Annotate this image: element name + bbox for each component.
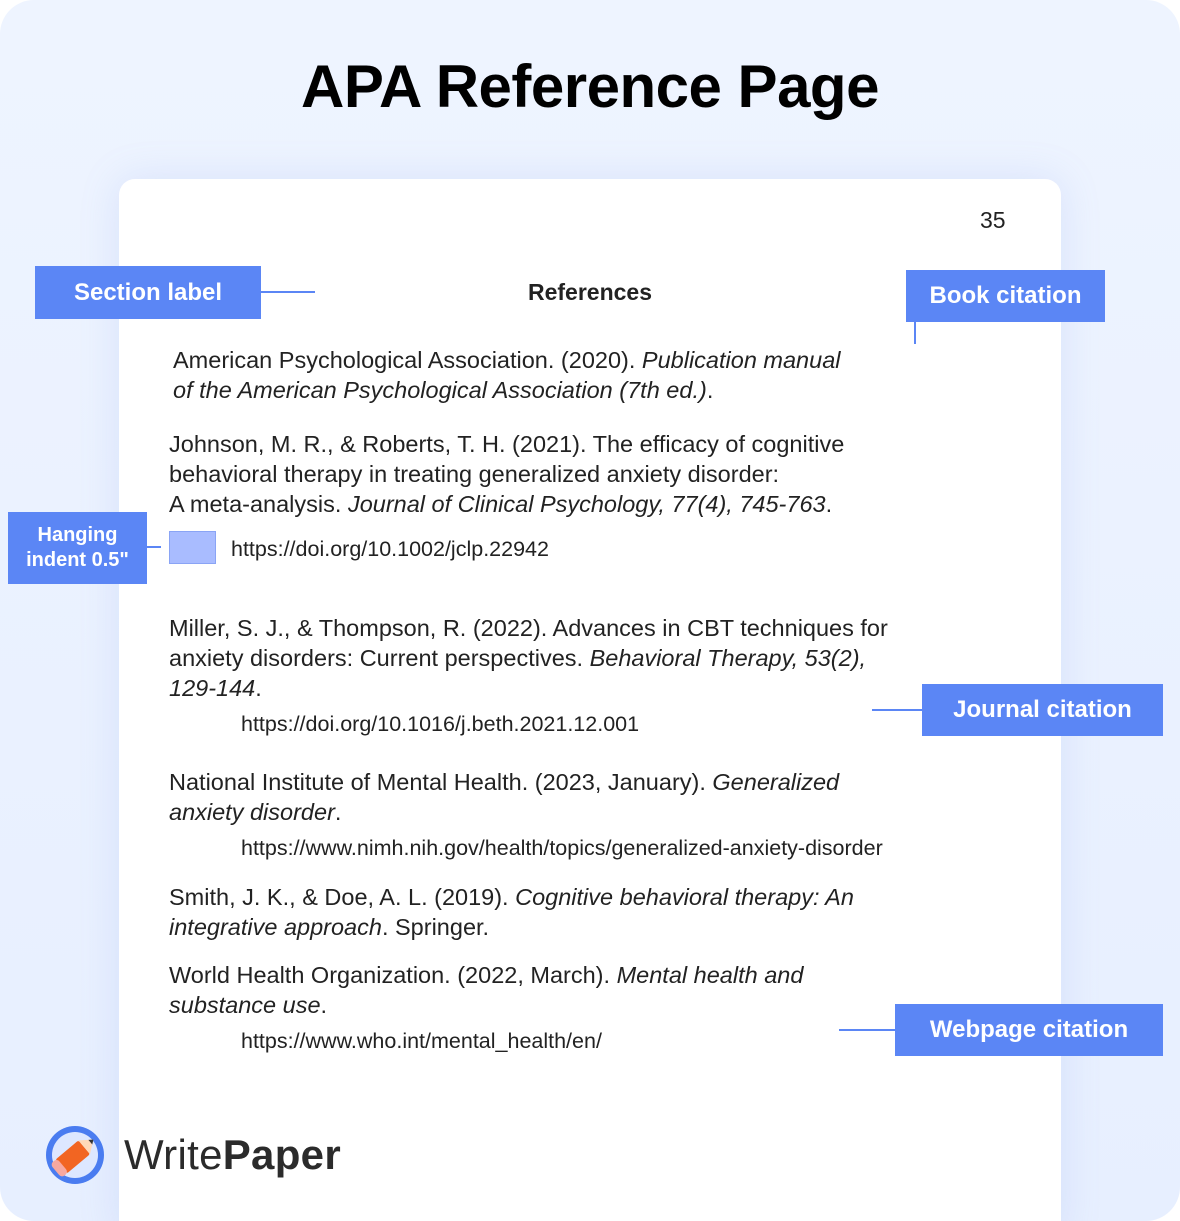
references-heading: References [527, 279, 653, 305]
reference-entry-5 [169, 882, 854, 942]
book-citation-callout: Book citation [906, 270, 1105, 322]
reference-doi-link[interactable]: https://doi.org/10.1002/jclp.22942 [231, 537, 549, 561]
reference-line: of the American Psychological Association (7th ed.). [173, 377, 714, 403]
reference-line: A meta-analysis. Journal of Clinical Psychology, 77(4), 745-763. [169, 491, 833, 517]
section-label-callout: Section label [35, 266, 261, 319]
reference-line: integrative approach. Springer. [169, 914, 490, 940]
reference-line: substance use. [169, 992, 328, 1018]
webpage-citation-callout: Webpage citation [895, 1004, 1163, 1056]
reference-line: anxiety disorder. [169, 799, 342, 825]
section-label-connector [261, 291, 315, 293]
reference-line: behavioral therapy in treating generalized anxiety disorder: [169, 461, 780, 487]
reference-line: National Institute of Mental Health. (2023, January). Generalized [169, 769, 840, 795]
reference-line: Miller, S. J., & Thompson, R. (2022). Advances in CBT techniques for [169, 615, 888, 641]
hanging-indent-label-line2: indent 0.5" [26, 549, 129, 571]
reference-entry-6 [169, 960, 803, 1020]
reference-line: Johnson, M. R., & Roberts, T. H. (2021). The efficacy of cognitive [169, 431, 845, 457]
reference-entry-2 [169, 429, 844, 519]
webpage-citation-connector [839, 1029, 895, 1031]
journal-citation-connector [872, 709, 922, 711]
page-title: APA Reference Page [301, 53, 879, 120]
reference-entry-3 [169, 613, 888, 703]
book-citation-connector [914, 322, 916, 344]
reference-line: 129-144. [169, 675, 262, 701]
reference-line: Smith, J. K., & Doe, A. L. (2019). Cognitive behavioral therapy: An [169, 884, 854, 910]
page-number: 35 [980, 207, 1006, 233]
hanging-indent-marker [169, 531, 216, 564]
reference-entry-4 [169, 767, 839, 827]
reference-line: World Health Organization. (2022, March). Mental health and [169, 962, 804, 988]
hanging-indent-callout [8, 512, 147, 584]
reference-doi-link[interactable]: https://doi.org/10.1016/j.beth.2021.12.001 [241, 712, 640, 736]
writepaper-logo-text: WritePaper [124, 1131, 341, 1178]
journal-citation-callout: Journal citation [922, 684, 1163, 736]
reference-entry-1 [173, 345, 841, 405]
writepaper-logo-icon [44, 1124, 106, 1186]
reference-line: American Psychological Association. (2020). Publication manual [173, 347, 841, 373]
reference-url-link[interactable]: https://www.who.int/mental_health/en/ [241, 1029, 602, 1053]
reference-url-link[interactable]: https://www.nimh.nih.gov/health/topics/generalized-anxiety-disorder [241, 836, 883, 860]
reference-line: anxiety disorders: Current perspectives. Behavioral Therapy, 53(2), [169, 645, 867, 671]
hanging-indent-connector [147, 546, 161, 548]
hanging-indent-label-line1: Hanging [37, 524, 118, 546]
